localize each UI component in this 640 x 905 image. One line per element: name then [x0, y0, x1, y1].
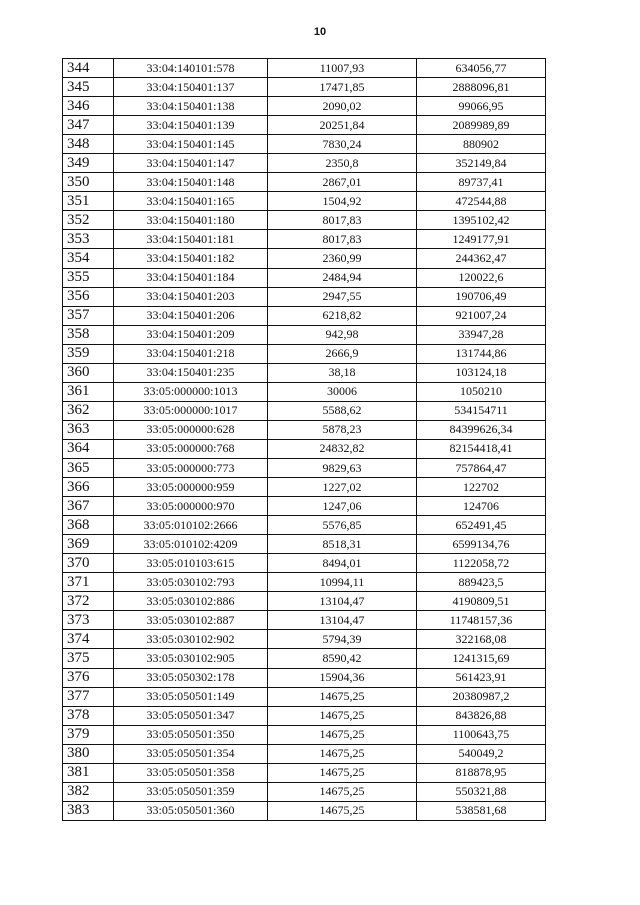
cadastral-value-cell: 1122058,72	[417, 554, 546, 573]
cadastral-value-cell: 1100643,75	[417, 725, 546, 744]
area-cell: 15904,36	[268, 668, 417, 687]
cadastral-value-cell: 534154711	[417, 401, 546, 420]
page-number: 10	[313, 26, 327, 38]
table-row	[63, 630, 546, 649]
row-number-cell: 350	[63, 173, 114, 192]
area-cell: 942,98	[268, 325, 417, 344]
cadastral-value-table	[62, 58, 546, 821]
area-cell: 14675,25	[268, 782, 417, 801]
cadastral-number-cell: 33:05:000000:1013	[114, 382, 268, 401]
cadastral-number-cell: 33:05:050501:358	[114, 763, 268, 782]
row-number-cell: 380	[63, 744, 114, 763]
row-number-cell: 348	[63, 135, 114, 154]
area-cell: 20251,84	[268, 116, 417, 135]
table-row	[63, 611, 546, 630]
cadastral-value-cell: 4190809,51	[417, 592, 546, 611]
area-cell: 9829,63	[268, 458, 417, 477]
area-cell: 13104,47	[268, 611, 417, 630]
table-row	[63, 173, 546, 192]
area-cell: 5878,23	[268, 420, 417, 439]
table-row	[63, 344, 546, 363]
area-cell: 5576,85	[268, 516, 417, 535]
row-number-cell: 379	[63, 725, 114, 744]
table-row	[63, 706, 546, 725]
cadastral-value-cell: 561423,91	[417, 668, 546, 687]
row-number-cell: 376	[63, 668, 114, 687]
area-cell: 8494,01	[268, 554, 417, 573]
cadastral-value-cell: 190706,49	[417, 287, 546, 306]
cadastral-value-cell: 538581,68	[417, 801, 546, 820]
table-row	[63, 420, 546, 439]
table-row	[63, 325, 546, 344]
cadastral-value-cell: 103124,18	[417, 363, 546, 382]
table-row	[63, 763, 546, 782]
cadastral-number-cell: 33:04:150401:148	[114, 173, 268, 192]
area-cell: 8590,42	[268, 649, 417, 668]
row-number-cell: 369	[63, 535, 114, 554]
row-number-cell: 366	[63, 478, 114, 497]
row-number-cell: 372	[63, 592, 114, 611]
area-cell: 7830,24	[268, 135, 417, 154]
area-cell: 38,18	[268, 363, 417, 382]
cadastral-number-cell: 33:04:150401:137	[114, 78, 268, 97]
table-row	[63, 592, 546, 611]
cadastral-number-cell: 33:04:150401:203	[114, 287, 268, 306]
area-cell: 17471,85	[268, 78, 417, 97]
cadastral-value-cell: 1249177,91	[417, 230, 546, 249]
row-number-cell: 353	[63, 230, 114, 249]
row-number-cell: 358	[63, 325, 114, 344]
table-row	[63, 59, 546, 78]
table-row	[63, 211, 546, 230]
cadastral-number-cell: 33:05:050501:354	[114, 744, 268, 763]
cadastral-value-cell: 20380987,2	[417, 687, 546, 706]
table-row	[63, 268, 546, 287]
cadastral-value-cell: 352149,84	[417, 154, 546, 173]
cadastral-value-cell: 472544,88	[417, 192, 546, 211]
row-number-cell: 367	[63, 497, 114, 516]
area-cell: 14675,25	[268, 725, 417, 744]
cadastral-number-cell: 33:05:000000:773	[114, 458, 268, 477]
row-number-cell: 352	[63, 211, 114, 230]
table-row	[63, 116, 546, 135]
area-cell: 2867,01	[268, 173, 417, 192]
row-number-cell: 347	[63, 116, 114, 135]
table-row	[63, 458, 546, 477]
cadastral-number-cell: 33:05:030102:886	[114, 592, 268, 611]
cadastral-value-cell: 89737,41	[417, 173, 546, 192]
row-number-cell: 351	[63, 192, 114, 211]
cadastral-value-cell: 82154418,41	[417, 439, 546, 458]
cadastral-number-cell: 33:04:150401:206	[114, 306, 268, 325]
cadastral-value-cell: 921007,24	[417, 306, 546, 325]
table-row	[63, 497, 546, 516]
table-row	[63, 535, 546, 554]
table-row	[63, 401, 546, 420]
area-cell: 14675,25	[268, 687, 417, 706]
row-number-cell: 373	[63, 611, 114, 630]
table-row	[63, 382, 546, 401]
cadastral-value-cell: 1050210	[417, 382, 546, 401]
cadastral-value-cell: 124706	[417, 497, 546, 516]
cadastral-value-cell: 634056,77	[417, 59, 546, 78]
area-cell: 14675,25	[268, 763, 417, 782]
cadastral-value-cell: 843826,88	[417, 706, 546, 725]
table-body	[63, 59, 546, 821]
row-number-cell: 364	[63, 439, 114, 458]
row-number-cell: 378	[63, 706, 114, 725]
cadastral-value-cell: 11748157,36	[417, 611, 546, 630]
cadastral-number-cell: 33:04:150401:165	[114, 192, 268, 211]
row-number-cell: 360	[63, 363, 114, 382]
cadastral-value-cell: 652491,45	[417, 516, 546, 535]
cadastral-number-cell: 33:05:050501:149	[114, 687, 268, 706]
cadastral-number-cell: 33:05:030102:905	[114, 649, 268, 668]
row-number-cell: 368	[63, 516, 114, 535]
cadastral-value-cell: 1395102,42	[417, 211, 546, 230]
area-cell: 1247,06	[268, 497, 417, 516]
area-cell: 24832,82	[268, 439, 417, 458]
cadastral-number-cell: 33:05:000000:768	[114, 439, 268, 458]
table-row	[63, 649, 546, 668]
row-number-cell: 344	[63, 59, 114, 78]
area-cell: 11007,93	[268, 59, 417, 78]
cadastral-number-cell: 33:04:150401:145	[114, 135, 268, 154]
cadastral-value-cell: 818878,95	[417, 763, 546, 782]
cadastral-number-cell: 33:04:150401:180	[114, 211, 268, 230]
area-cell: 8518,31	[268, 535, 417, 554]
cadastral-number-cell: 33:05:010102:2666	[114, 516, 268, 535]
row-number-cell: 346	[63, 97, 114, 116]
cadastral-number-cell: 33:04:150401:235	[114, 363, 268, 382]
cadastral-value-cell: 120022,6	[417, 268, 546, 287]
row-number-cell: 349	[63, 154, 114, 173]
cadastral-number-cell: 33:04:140101:578	[114, 59, 268, 78]
table-row	[63, 97, 546, 116]
table-row	[63, 363, 546, 382]
area-cell: 1504,92	[268, 192, 417, 211]
cadastral-number-cell: 33:05:050501:359	[114, 782, 268, 801]
row-number-cell: 357	[63, 306, 114, 325]
cadastral-value-cell: 889423,5	[417, 573, 546, 592]
row-number-cell: 345	[63, 78, 114, 97]
cadastral-number-cell: 33:05:010102:4209	[114, 535, 268, 554]
area-cell: 13104,47	[268, 592, 417, 611]
table-row	[63, 782, 546, 801]
row-number-cell: 362	[63, 401, 114, 420]
area-cell: 8017,83	[268, 211, 417, 230]
area-cell: 5794,39	[268, 630, 417, 649]
area-cell: 8017,83	[268, 230, 417, 249]
cadastral-number-cell: 33:05:000000:1017	[114, 401, 268, 420]
area-cell: 5588,62	[268, 401, 417, 420]
row-number-cell: 363	[63, 420, 114, 439]
cadastral-number-cell: 33:04:150401:138	[114, 97, 268, 116]
area-cell: 6218,82	[268, 306, 417, 325]
table-row	[63, 801, 546, 820]
row-number-cell: 375	[63, 649, 114, 668]
table-row	[63, 744, 546, 763]
cadastral-number-cell: 33:04:150401:209	[114, 325, 268, 344]
cadastral-value-cell: 322168,08	[417, 630, 546, 649]
row-number-cell: 359	[63, 344, 114, 363]
cadastral-value-cell: 33947,28	[417, 325, 546, 344]
table-row	[63, 725, 546, 744]
cadastral-number-cell: 33:04:150401:184	[114, 268, 268, 287]
row-number-cell: 371	[63, 573, 114, 592]
row-number-cell: 361	[63, 382, 114, 401]
row-number-cell: 356	[63, 287, 114, 306]
cadastral-value-cell: 244362,47	[417, 249, 546, 268]
cadastral-value-cell: 540049,2	[417, 744, 546, 763]
area-cell: 14675,25	[268, 706, 417, 725]
area-cell: 2350,8	[268, 154, 417, 173]
cadastral-number-cell: 33:05:050302:178	[114, 668, 268, 687]
cadastral-value-cell: 84399626,34	[417, 420, 546, 439]
table-row	[63, 306, 546, 325]
row-number-cell: 374	[63, 630, 114, 649]
row-number-cell: 381	[63, 763, 114, 782]
area-cell: 2484,94	[268, 268, 417, 287]
area-cell: 10994,11	[268, 573, 417, 592]
table-row	[63, 668, 546, 687]
area-cell: 2360,99	[268, 249, 417, 268]
row-number-cell: 382	[63, 782, 114, 801]
table-row	[63, 573, 546, 592]
table-row	[63, 192, 546, 211]
cadastral-number-cell: 33:04:150401:182	[114, 249, 268, 268]
cadastral-value-cell: 550321,88	[417, 782, 546, 801]
table-row	[63, 478, 546, 497]
table-row	[63, 135, 546, 154]
cadastral-value-cell: 99066,95	[417, 97, 546, 116]
area-cell: 1227,02	[268, 478, 417, 497]
area-cell: 2947,55	[268, 287, 417, 306]
row-number-cell: 383	[63, 801, 114, 820]
cadastral-number-cell: 33:05:000000:959	[114, 478, 268, 497]
cadastral-value-cell: 131744,86	[417, 344, 546, 363]
cadastral-number-cell: 33:04:150401:218	[114, 344, 268, 363]
cadastral-number-cell: 33:05:050501:350	[114, 725, 268, 744]
cadastral-number-cell: 33:05:030102:887	[114, 611, 268, 630]
cadastral-value-cell: 757864,47	[417, 458, 546, 477]
cadastral-number-cell: 33:05:010103:615	[114, 554, 268, 573]
row-number-cell: 370	[63, 554, 114, 573]
cadastral-value-cell: 2888096,81	[417, 78, 546, 97]
table-row	[63, 439, 546, 458]
cadastral-number-cell: 33:04:150401:139	[114, 116, 268, 135]
table-row	[63, 554, 546, 573]
cadastral-value-cell: 2089989,89	[417, 116, 546, 135]
table-row	[63, 687, 546, 706]
cadastral-value-cell: 880902	[417, 135, 546, 154]
cadastral-number-cell: 33:04:150401:147	[114, 154, 268, 173]
area-cell: 2666,9	[268, 344, 417, 363]
table-row	[63, 78, 546, 97]
cadastral-number-cell: 33:05:050501:347	[114, 706, 268, 725]
table-row	[63, 516, 546, 535]
cadastral-number-cell: 33:05:030102:902	[114, 630, 268, 649]
row-number-cell: 355	[63, 268, 114, 287]
cadastral-number-cell: 33:05:000000:628	[114, 420, 268, 439]
area-cell: 14675,25	[268, 801, 417, 820]
cadastral-value-cell: 1241315,69	[417, 649, 546, 668]
row-number-cell: 365	[63, 458, 114, 477]
area-cell: 30006	[268, 382, 417, 401]
cadastral-number-cell: 33:05:030102:793	[114, 573, 268, 592]
table-row	[63, 154, 546, 173]
cadastral-number-cell: 33:04:150401:181	[114, 230, 268, 249]
table-row	[63, 230, 546, 249]
table-row	[63, 249, 546, 268]
row-number-cell: 354	[63, 249, 114, 268]
area-cell: 2090,02	[268, 97, 417, 116]
cadastral-value-cell: 122702	[417, 478, 546, 497]
cadastral-value-cell: 6599134,76	[417, 535, 546, 554]
area-cell: 14675,25	[268, 744, 417, 763]
cadastral-number-cell: 33:05:050501:360	[114, 801, 268, 820]
cadastral-number-cell: 33:05:000000:970	[114, 497, 268, 516]
row-number-cell: 377	[63, 687, 114, 706]
table-row	[63, 287, 546, 306]
